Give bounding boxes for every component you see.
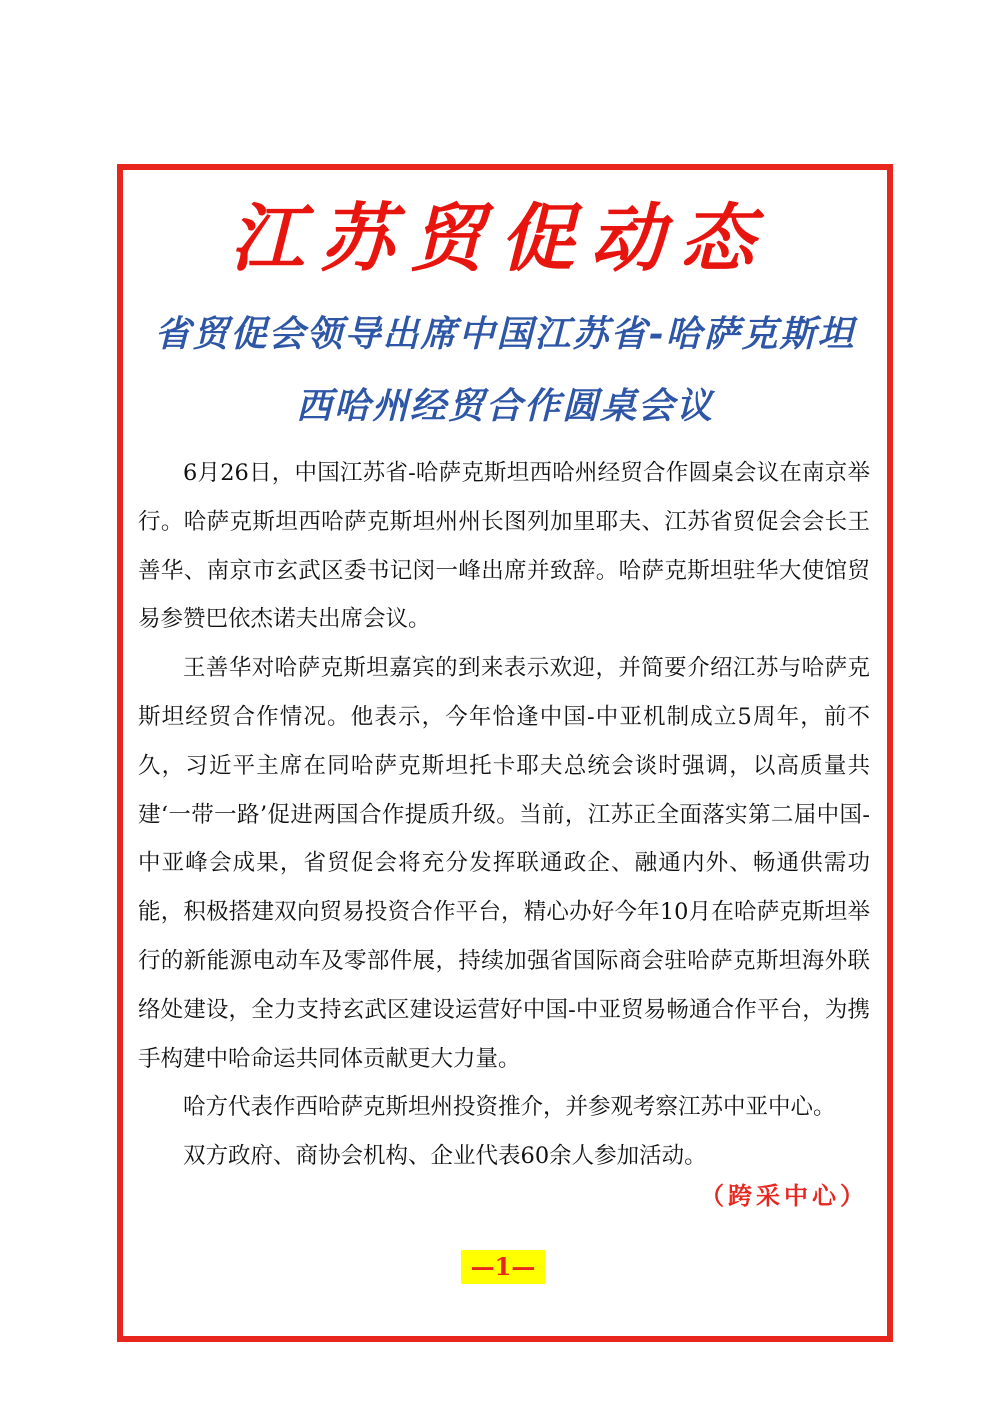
article-headline-line-1: 省贸促会领导出席中国江苏省-哈萨克斯坦 — [154, 313, 856, 355]
page-number: —1— — [461, 1250, 545, 1284]
article-body — [138, 449, 870, 1181]
article-paragraph-2: 王善华对哈萨克斯坦嘉宾的到来表示欢迎，并简要介绍江苏与哈萨克斯坦经贸合作情况。他表示，今年恰逢中国-中亚机制成立5周年，前不久，习近平主席在同哈萨克斯坦托卡耶夫总统会谈时强调，以高质量共建‘一带一路’促进两国合作提质升级。当前，江苏正全面落实第二届中国-中亚峰会成果，省贸促会将充分发挥联通政企、融通内外、畅通供需功能，积极搭建双向贸易投资合作平台，精心办好今年10月在哈萨克斯坦举行的新能源电动车及零部件展，持续加强省国际商会驻哈萨克斯坦海外联络处建设，全力支持玄武区建设运营好中国-中亚贸易畅通合作平台，为携手构建中哈命运共同体贡献更大力量。 — [138, 655, 870, 1072]
article-headline-line-2: 西哈州经贸合作圆桌会议 — [295, 385, 714, 427]
article-paragraph-1: 6月26日，中国江苏省-哈萨克斯坦西哈州经贸合作圆桌会议在南京举行。哈萨克斯坦西哈萨克斯坦州州长图列加里耶夫、江苏省贸促会会长王善华、南京市玄武区委书记闵一峰出席并致辞。哈萨克斯坦驻华大使馆贸易参赞巴依杰诺夫出席会议。 — [138, 460, 870, 633]
article-paragraph-4: 双方政府、商协会机构、企业代表60余人参加活动。 — [183, 1143, 707, 1170]
article-paragraph-3: 哈方代表作西哈萨克斯坦州投资推介，并参观考察江苏中亚中心。 — [183, 1094, 836, 1121]
publication-masthead: 江苏贸促动态 — [230, 196, 770, 282]
article-source: （跨采中心） — [700, 1181, 868, 1210]
